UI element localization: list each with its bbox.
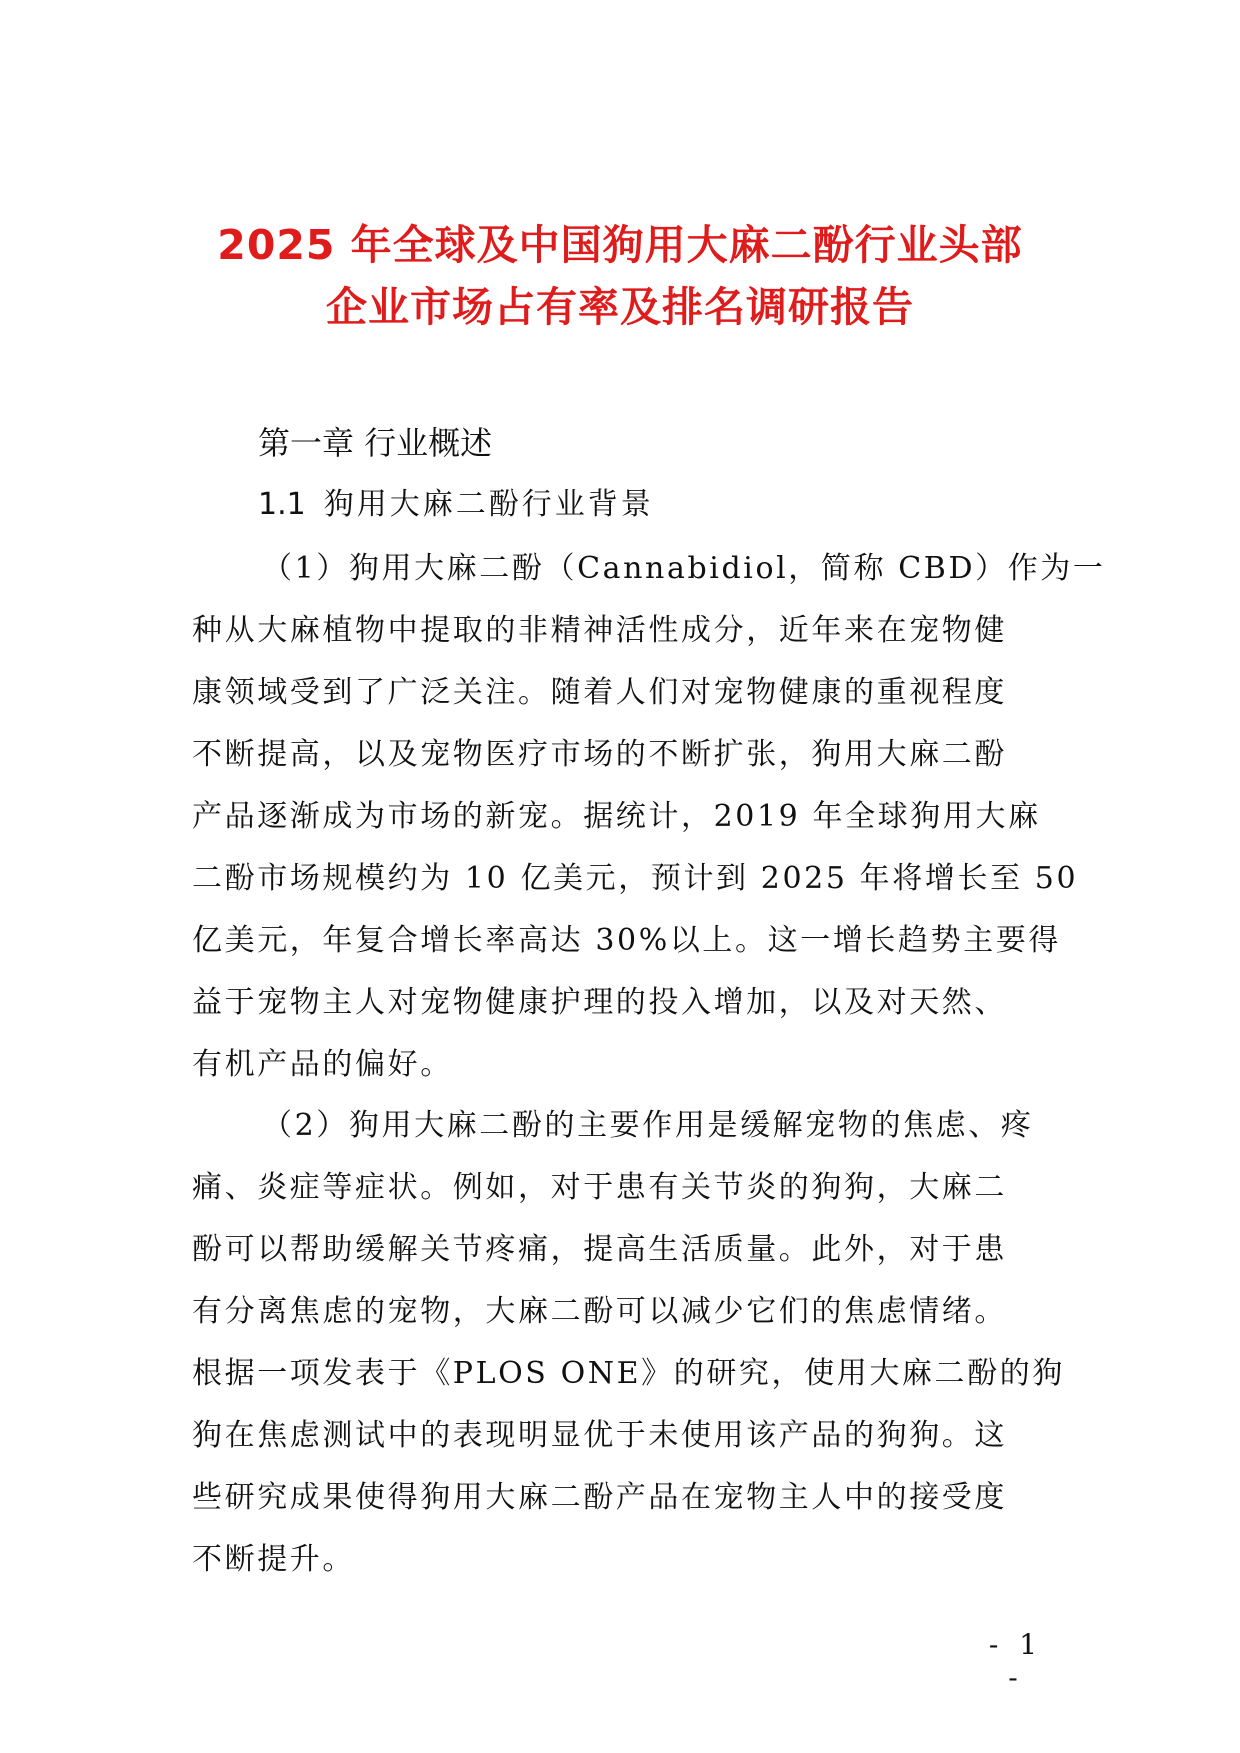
section-title: 狗用大麻二酚行业背景 <box>323 487 654 522</box>
chapter-heading: 第一章 行业概述 <box>258 424 493 462</box>
paragraph-line: 二酚市场规模约为 10 亿美元，预计到 2025 年将增长至 50 <box>192 861 1079 896</box>
paragraph-line: 益于宠物主人对宠物健康护理的投入增加，以及对天然、 <box>192 985 1007 1020</box>
paragraph-line: 有分离焦虑的宠物，大麻二酚可以减少它们的焦虑情绪。 <box>192 1294 1007 1329</box>
report-title <box>150 214 1090 338</box>
paragraph-line: 根据一项发表于《PLOS ONE》的研究，使用大麻二酚的狗 <box>192 1356 1065 1391</box>
paragraph-line: 痛、炎症等症状。例如，对于患有关节炎的狗狗，大麻二 <box>192 1170 1007 1205</box>
paragraph-2 <box>192 1095 1065 1591</box>
paragraph-line: 些研究成果使得狗用大麻二酚产品在宠物主人中的接受度 <box>192 1480 1007 1515</box>
paragraph-line: 产品逐渐成为市场的新宠。据统计，2019 年全球狗用大麻 <box>192 799 1041 834</box>
paragraph-line: （1）狗用大麻二酚（Cannabidiol，简称 CBD）作为一 <box>262 551 1106 586</box>
paragraph-1 <box>192 538 1106 1096</box>
paragraph-line: 康领域受到了广泛关注。随着人们对宠物健康的重视程度 <box>192 675 1007 710</box>
section-heading <box>258 482 654 528</box>
paragraph-line: 种从大麻植物中提取的非精神活性成分，近年来在宠物健 <box>192 613 1007 648</box>
paragraph-line: 不断提高，以及宠物医疗市场的不断扩张，狗用大麻二酚 <box>192 737 1007 772</box>
paragraph-line: 不断提升。 <box>192 1542 355 1577</box>
paragraph-line: （2）狗用大麻二酚的主要作用是缓解宠物的焦虑、疼 <box>262 1108 1034 1143</box>
paragraph-line: 有机产品的偏好。 <box>192 1047 453 1082</box>
paragraph-line: 亿美元，年复合增长率高达 30%以上。这一增长趋势主要得 <box>192 923 1062 958</box>
paragraph-line: 酚可以帮助缓解关节疼痛，提高生活质量。此外，对于患 <box>192 1232 1007 1267</box>
page-number: - 1 - <box>988 1628 1044 1694</box>
report-title-line-1: 2025 年全球及中国狗用大麻二酚行业头部 <box>217 221 1023 269</box>
section-number: 1.1 <box>258 487 306 522</box>
report-title-line-2: 企业市场占有率及排名调研报告 <box>326 283 914 331</box>
paragraph-line: 狗在焦虑测试中的表现明显优于未使用该产品的狗狗。这 <box>192 1418 1007 1453</box>
